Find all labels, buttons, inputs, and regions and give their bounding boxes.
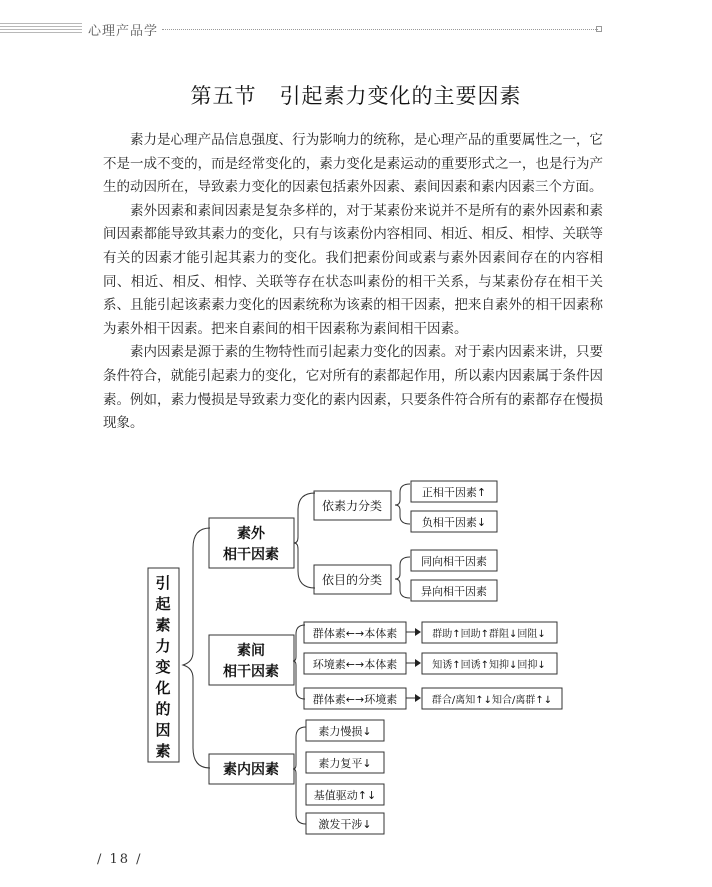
- running-title: 心理产品学: [88, 24, 159, 39]
- effect-label-2: 知诱↑回诱↑知抑↓回抑↓: [432, 660, 546, 671]
- root-char: 素: [155, 742, 171, 760]
- pair-label-2: 环境素←→本体素: [312, 658, 398, 671]
- root-char: 引: [155, 574, 171, 592]
- between-brace: [293, 625, 305, 699]
- paragraph-2: 素外因素和素间因素是复杂多样的，对于某素份来说并不是所有的素外因素和素间因素都能导致其素力的变化，只有与该素份内容相同、相近、相反、相悖、关联等有关的因素才能引起其素力的变化。我们把素份间或素与素外因素间存在的内容相同、相近、相反、相悖、关联等存在状态叫素份的相干关系，与某素份存在相干关系、且能引起该素素力变化的因素统称为该素的相干因素，把来自素外的相干因素称为素外相干因素。把来自素间的相干因素称为素间相干因素。: [103, 202, 603, 337]
- effect-label-3: 群合/离知↑↓知合/离群↑↓: [431, 695, 553, 706]
- internal-label: 素内因素: [223, 762, 279, 778]
- external-brace: [294, 493, 315, 588]
- paragraph-3: 素内因素是源于素的生物特性而引起素力变化的因素。对于素内因素来讲，只要条件符合，就能引起素力的变化，它对所有的素都起作用，所以素内因素属于条件因素。例如，素力慢损是导致素力变化的素内因素，只要条件符合所有的素都存在慢损现象。: [103, 344, 603, 432]
- pair-label-1: 群体素←→本体素: [312, 627, 398, 640]
- positive-label: 正相干因素↑: [421, 486, 487, 499]
- external-label-line1: 素外: [237, 526, 265, 542]
- internal-item-4: 激发干涉↓: [318, 818, 372, 831]
- internal-item-2: 素力复平↓: [318, 757, 372, 770]
- by-content-label: 依素力分类: [321, 499, 383, 513]
- negative-label: 负相干因素↓: [421, 516, 487, 529]
- arrow-head-1: [415, 628, 421, 636]
- root-char: 化: [155, 679, 171, 697]
- external-label-line2: 相干因素: [223, 547, 279, 563]
- root-char: 变: [155, 658, 171, 676]
- paragraph-1: 素力是心理产品信息强度、行为影响力的统称，是心理产品的重要属性之一，它不是一成不变的，而是经常变化的，素力变化是素运动的重要形式之一，也是行为产生的动因所在，导致素力变化的因素包括素外因素、素间因素和素内因素三个方面。: [103, 132, 603, 196]
- opposite-direction-label: 异向相干因素: [421, 585, 487, 598]
- between-label-line1: 素间: [237, 643, 265, 659]
- root-char: 起: [155, 595, 171, 613]
- root-char: 因: [155, 721, 171, 739]
- root-char: 的: [155, 700, 171, 718]
- effect-label-1: 群助↑回助↑群阻↓回阻↓: [432, 629, 546, 640]
- page-number: / 18 /: [97, 852, 143, 867]
- root-brace: [183, 528, 210, 768]
- root-char: 力: [155, 637, 171, 655]
- arrow-head-3: [415, 694, 421, 702]
- by-purpose-label: 依目的分类: [321, 573, 383, 587]
- internal-brace: [293, 727, 306, 824]
- purpose-brace: [395, 557, 410, 598]
- section-title: 第五节 引起素力变化的主要因素: [190, 84, 522, 108]
- internal-item-1: 素力慢损↓: [318, 725, 372, 738]
- internal-item-3: 基值驱动↑↓: [313, 789, 377, 802]
- same-direction-label: 同向相干因素: [421, 555, 487, 568]
- pair-label-3: 群体素←→环境素: [312, 693, 398, 706]
- arrow-head-2: [415, 659, 421, 667]
- content-brace: [395, 484, 410, 524]
- between-label-line2: 相干因素: [223, 664, 279, 680]
- root-char: 素: [155, 616, 171, 634]
